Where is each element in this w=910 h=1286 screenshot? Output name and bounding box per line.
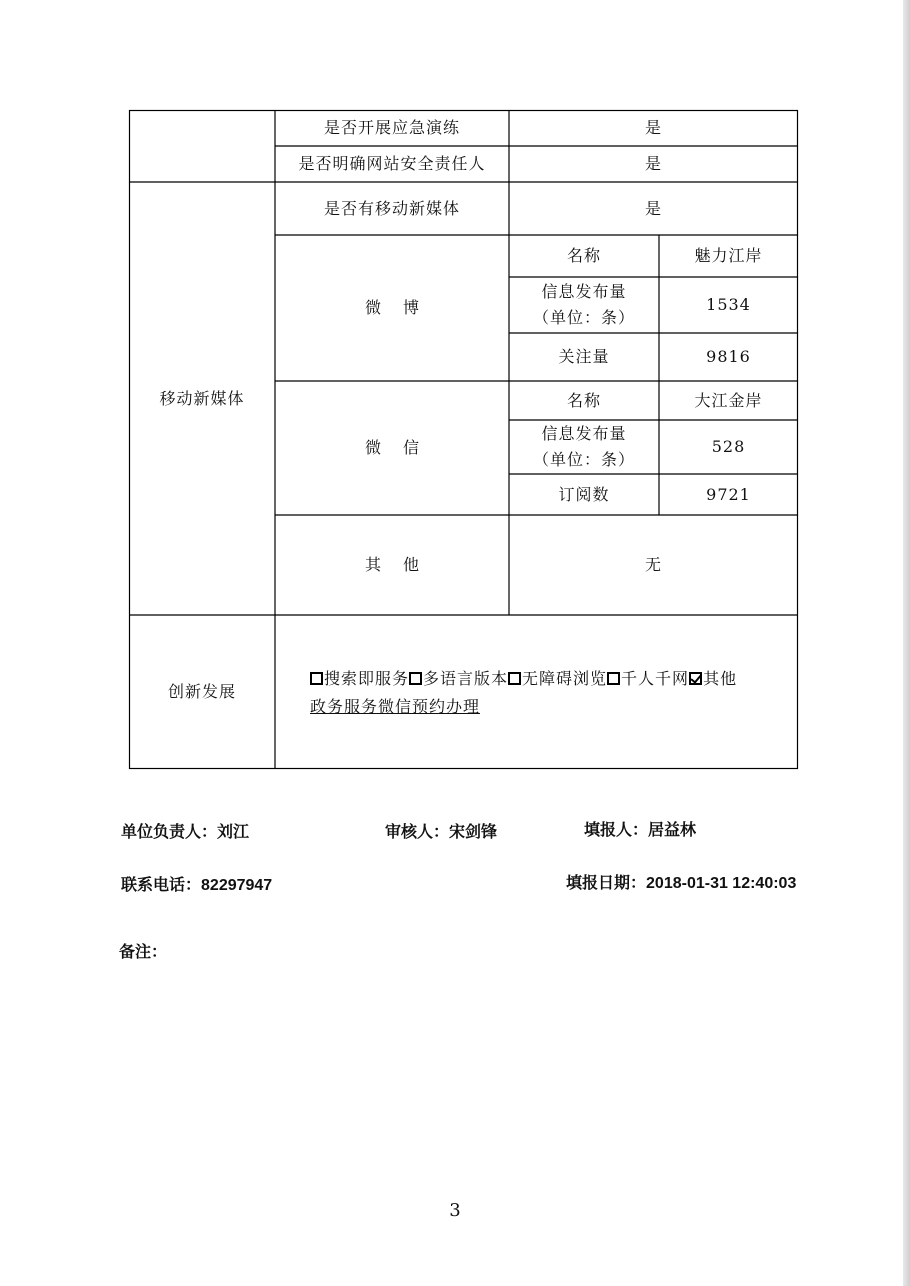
filler-value: 居益林 — [648, 822, 697, 839]
option-label: 千人千网 — [621, 669, 690, 688]
reviewer-label: 审核人： — [385, 824, 450, 841]
weibo-name-label: 名称 — [566, 246, 601, 265]
option-label: 多语言版本 — [423, 669, 509, 688]
option-personalized[interactable] — [607, 669, 689, 688]
option-accessible[interactable] — [508, 669, 607, 688]
phone-label: 联系电话： — [121, 877, 202, 894]
option-search-service[interactable] — [310, 669, 409, 688]
weibo-followers-label: 关注量 — [558, 347, 610, 366]
weibo-name-value: 魅力江岸 — [694, 246, 763, 265]
leader-line — [121, 819, 249, 842]
other-label: 其他 — [364, 555, 441, 574]
other-value: 无 — [644, 555, 662, 574]
security-label: 是否明确网站安全责任人 — [298, 154, 486, 173]
mobile-section-label: 移动新媒体 — [159, 388, 245, 408]
wechat-posts-value: 528 — [711, 437, 746, 456]
innovation-label: 创新发展 — [167, 682, 236, 701]
checkbox-icon — [310, 672, 323, 685]
drill-value: 是 — [644, 118, 662, 137]
weibo-posts-value: 1534 — [706, 295, 751, 314]
page-number: 3 — [449, 1200, 461, 1221]
weibo-posts-label — [509, 277, 659, 333]
checkbox-icon — [508, 672, 521, 685]
checkbox-icon — [409, 672, 422, 685]
filler-label: 填报人： — [584, 822, 649, 839]
checked-checkbox-icon — [689, 672, 702, 685]
reviewer-line — [385, 819, 497, 842]
wechat-name-label: 名称 — [566, 390, 601, 410]
innovation-other-text: 政务服务微信预约办理 — [310, 697, 481, 716]
wechat-subs-value: 9721 — [706, 484, 751, 504]
wechat-subs-label: 订阅数 — [558, 484, 610, 504]
weibo-posts-label-line2: （单位：条） — [532, 308, 635, 327]
option-label: 无障碍浏览 — [522, 669, 608, 688]
phone-line — [121, 872, 272, 895]
option-other[interactable] — [689, 669, 737, 688]
has-mobile-value: 是 — [644, 198, 662, 218]
option-label: 其他 — [703, 669, 738, 688]
wechat-posts-label — [509, 420, 659, 474]
weibo-posts-label-line1: 信息发布量 — [541, 282, 627, 301]
date-label: 填报日期： — [566, 875, 647, 892]
remarks-label: 备注： — [119, 944, 168, 961]
wechat-posts-label-line2: （单位：条） — [532, 450, 635, 469]
wechat-name-value: 大江金岸 — [694, 390, 763, 410]
drill-label: 是否开展应急演练 — [323, 118, 460, 137]
weibo-label: 微博 — [364, 298, 441, 317]
wechat-label: 微信 — [364, 438, 441, 457]
option-label: 搜索即服务 — [324, 669, 410, 688]
wechat-posts-label-line1: 信息发布量 — [541, 424, 627, 443]
option-multilingual[interactable] — [409, 669, 508, 688]
weibo-followers-value: 9816 — [706, 347, 751, 366]
filler-line — [584, 817, 696, 840]
innovation-options — [310, 665, 800, 721]
has-mobile-label: 是否有移动新媒体 — [323, 198, 460, 218]
date-value: 2018-01-31 12:40:03 — [646, 875, 797, 892]
date-line — [566, 870, 796, 893]
checkbox-icon — [607, 672, 620, 685]
reviewer-value: 宋剑锋 — [449, 824, 498, 841]
leader-label: 单位负责人： — [121, 824, 218, 841]
leader-value: 刘江 — [217, 824, 250, 841]
phone-value: 82297947 — [201, 877, 273, 894]
security-value: 是 — [644, 154, 662, 173]
